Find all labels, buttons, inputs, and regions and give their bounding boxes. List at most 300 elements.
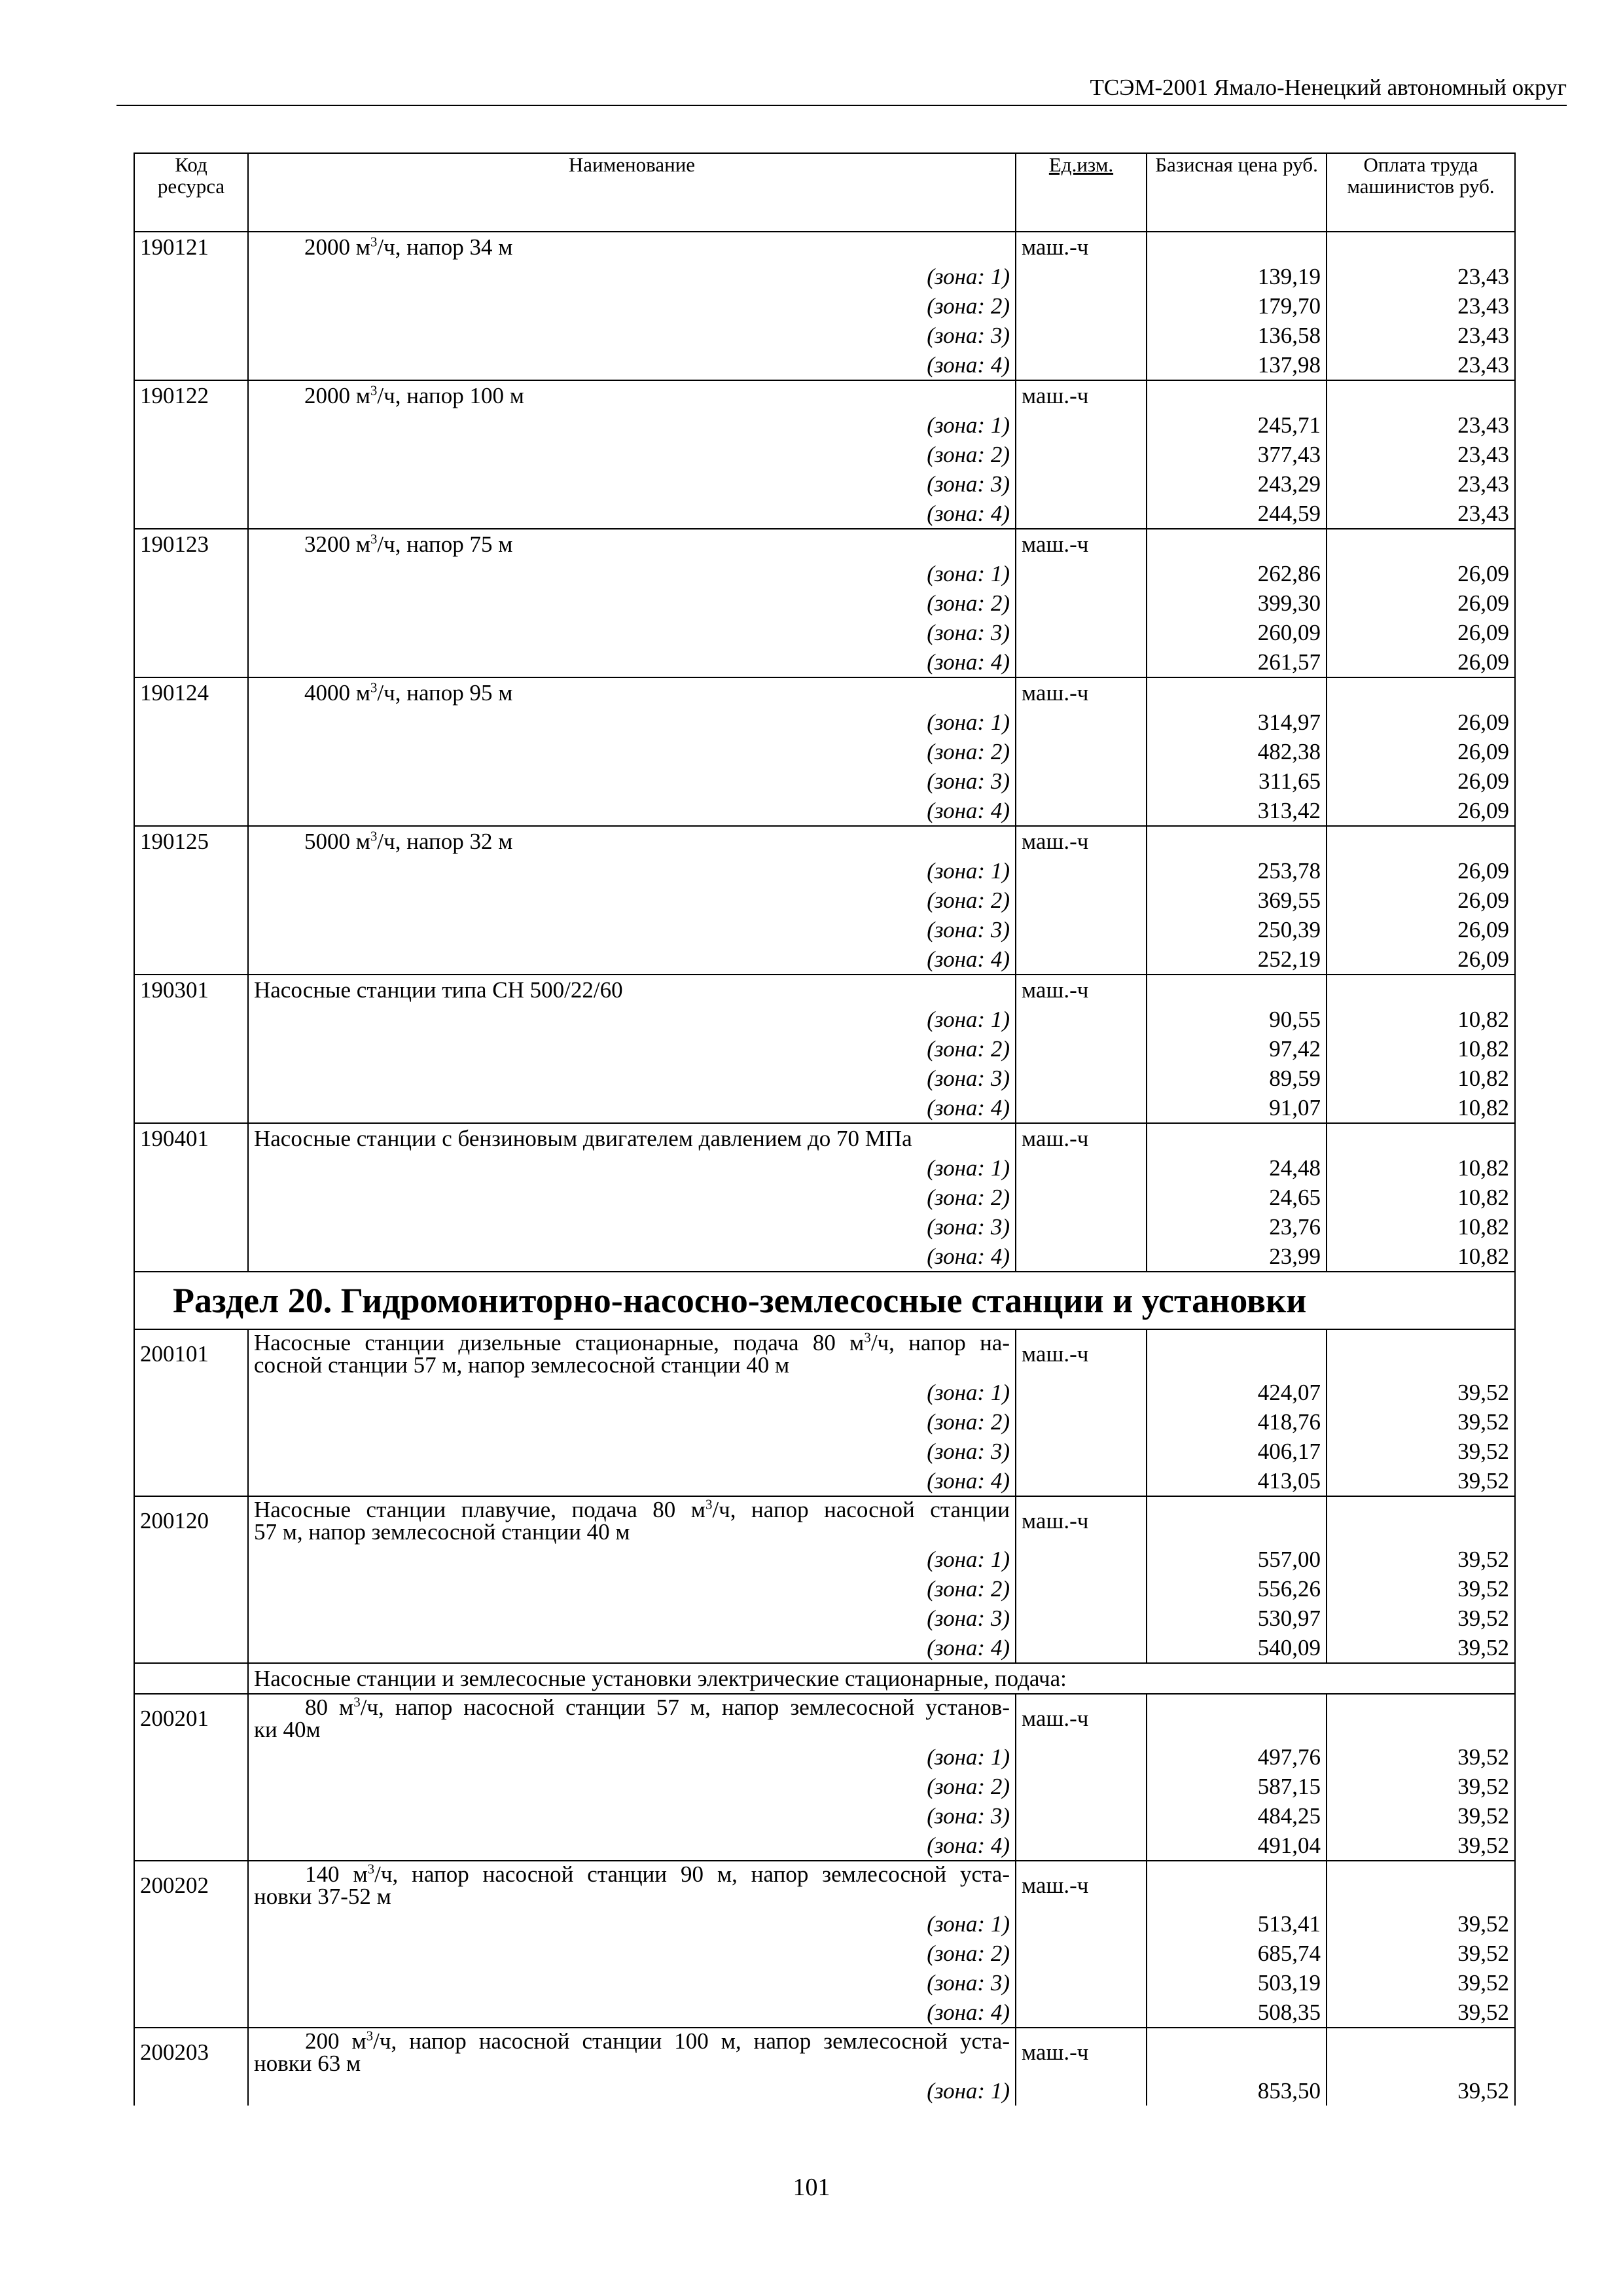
section-heading-row bbox=[134, 1272, 1515, 1329]
base-price: 90,55 bbox=[1147, 1005, 1327, 1034]
base-price: 503,19 bbox=[1147, 1968, 1327, 1998]
column-header-pay: Оплата труда машинистов руб. bbox=[1327, 153, 1515, 232]
empty-code-cell bbox=[134, 2076, 248, 2106]
empty-pay-cell bbox=[1327, 1861, 1515, 1909]
resource-code: 190401 bbox=[134, 1123, 248, 1153]
name-part: 3200 м bbox=[304, 531, 370, 557]
name-part: /ч, напор 75 м bbox=[377, 531, 513, 557]
empty-unit-cell bbox=[1016, 499, 1147, 529]
base-price: 399,30 bbox=[1147, 588, 1327, 618]
empty-pay-cell bbox=[1327, 975, 1515, 1005]
zone-row bbox=[134, 1831, 1515, 1861]
empty-code-cell bbox=[134, 1772, 248, 1801]
name-part: 4000 м bbox=[304, 680, 370, 706]
base-price: 497,76 bbox=[1147, 1742, 1327, 1772]
resource-row bbox=[134, 232, 1515, 262]
operator-pay: 39,52 bbox=[1327, 1574, 1515, 1604]
empty-code-cell bbox=[134, 1212, 248, 1242]
operator-pay: 10,82 bbox=[1327, 1242, 1515, 1272]
empty-unit-cell bbox=[1016, 737, 1147, 766]
zone-label: (зона: 1) bbox=[248, 856, 1016, 886]
zone-label: (зона: 4) bbox=[248, 1466, 1016, 1496]
empty-pay-cell bbox=[1327, 529, 1515, 559]
resource-row bbox=[134, 1329, 1515, 1378]
unit-of-measure: маш.-ч bbox=[1016, 826, 1147, 856]
zone-label: (зона: 1) bbox=[248, 1378, 1016, 1407]
resource-code: 190124 bbox=[134, 677, 248, 708]
empty-unit-cell bbox=[1016, 559, 1147, 588]
empty-unit-cell bbox=[1016, 2076, 1147, 2106]
operator-pay: 26,09 bbox=[1327, 886, 1515, 915]
empty-unit-cell bbox=[1016, 1064, 1147, 1093]
zone-row bbox=[134, 1545, 1515, 1574]
empty-code-cell bbox=[134, 291, 248, 321]
name-part: /ч, напор насосной станции bbox=[712, 1497, 1010, 1522]
document-title: ТСЭМ-2001 Ямало-Ненецкий автономный округ bbox=[1090, 75, 1567, 100]
empty-unit-cell bbox=[1016, 1005, 1147, 1034]
empty-unit-cell bbox=[1016, 1831, 1147, 1861]
base-price: 252,19 bbox=[1147, 944, 1327, 975]
empty-unit-cell bbox=[1016, 1407, 1147, 1437]
operator-pay: 23,43 bbox=[1327, 262, 1515, 291]
operator-pay: 26,09 bbox=[1327, 588, 1515, 618]
operator-pay: 10,82 bbox=[1327, 1093, 1515, 1123]
zone-row bbox=[134, 1034, 1515, 1064]
empty-unit-cell bbox=[1016, 1574, 1147, 1604]
operator-pay: 26,09 bbox=[1327, 559, 1515, 588]
operator-pay: 23,43 bbox=[1327, 440, 1515, 469]
zone-label: (зона: 3) bbox=[248, 915, 1016, 944]
name-part: /ч, напор на- bbox=[870, 1330, 1010, 1355]
empty-code-cell bbox=[134, 737, 248, 766]
name-line-2: новки 63 м bbox=[254, 2051, 361, 2076]
empty-pay-cell bbox=[1327, 1123, 1515, 1153]
zone-row bbox=[134, 1604, 1515, 1633]
resource-row bbox=[134, 1496, 1515, 1545]
name-part: /ч, напор 32 м bbox=[377, 829, 513, 854]
resource-code: 200201 bbox=[134, 1694, 248, 1742]
zone-row bbox=[134, 1064, 1515, 1093]
empty-unit-cell bbox=[1016, 1183, 1147, 1212]
resource-name bbox=[248, 1694, 1016, 1742]
empty-code-cell bbox=[134, 944, 248, 975]
zone-row bbox=[134, 1968, 1515, 1998]
empty-code-cell bbox=[134, 1633, 248, 1663]
empty-unit-cell bbox=[1016, 291, 1147, 321]
empty-unit-cell bbox=[1016, 350, 1147, 380]
empty-code-cell bbox=[134, 588, 248, 618]
name-line-2: сосной станции 57 м, напор землесосной станции 40 м bbox=[254, 1352, 790, 1378]
table-header-row bbox=[134, 153, 1515, 232]
resource-name bbox=[248, 529, 1016, 559]
operator-pay: 10,82 bbox=[1327, 1005, 1515, 1034]
operator-pay: 39,52 bbox=[1327, 1604, 1515, 1633]
base-price: 482,38 bbox=[1147, 737, 1327, 766]
empty-unit-cell bbox=[1016, 1633, 1147, 1663]
column-header-unit: Ед.изм. bbox=[1016, 153, 1147, 232]
base-price: 853,50 bbox=[1147, 2076, 1327, 2106]
group-heading-row bbox=[134, 1663, 1515, 1694]
unit-of-measure: маш.-ч bbox=[1016, 529, 1147, 559]
empty-unit-cell bbox=[1016, 1242, 1147, 1272]
operator-pay: 23,43 bbox=[1327, 410, 1515, 440]
zone-row bbox=[134, 1407, 1515, 1437]
empty-code-cell bbox=[134, 1407, 248, 1437]
column-header-code: Код ресурса bbox=[134, 153, 248, 232]
cubic-superscript: 3 bbox=[864, 1329, 871, 1346]
empty-code-cell bbox=[134, 1998, 248, 2028]
zone-label: (зона: 1) bbox=[248, 1153, 1016, 1183]
name-part: /ч, напор насосной станции 90 м, напор землесосной уста- bbox=[374, 1861, 1010, 1887]
empty-price-cell bbox=[1147, 1329, 1327, 1378]
operator-pay: 39,52 bbox=[1327, 1378, 1515, 1407]
group-title: Насосные станции и землесосные установки электрические стационарные, подача: bbox=[248, 1663, 1515, 1694]
empty-price-cell bbox=[1147, 529, 1327, 559]
base-price: 244,59 bbox=[1147, 499, 1327, 529]
cubic-superscript: 3 bbox=[370, 531, 378, 547]
base-price: 250,39 bbox=[1147, 915, 1327, 944]
zone-row bbox=[134, 796, 1515, 826]
zone-row bbox=[134, 2076, 1515, 2106]
operator-pay: 26,09 bbox=[1327, 856, 1515, 886]
base-price: 136,58 bbox=[1147, 321, 1327, 350]
empty-price-cell bbox=[1147, 1861, 1327, 1909]
zone-label: (зона: 4) bbox=[248, 1831, 1016, 1861]
zone-label: (зона: 1) bbox=[248, 1909, 1016, 1939]
zone-row bbox=[134, 1742, 1515, 1772]
zone-label: (зона: 3) bbox=[248, 1604, 1016, 1633]
zone-label: (зона: 2) bbox=[248, 1034, 1016, 1064]
resource-row bbox=[134, 2028, 1515, 2076]
operator-pay: 39,52 bbox=[1327, 1772, 1515, 1801]
empty-unit-cell bbox=[1016, 410, 1147, 440]
zone-row bbox=[134, 1212, 1515, 1242]
name-part: Насосные станции дизельные стационарные, подача 80 м bbox=[254, 1330, 865, 1355]
zone-label: (зона: 1) bbox=[248, 410, 1016, 440]
base-price: 23,76 bbox=[1147, 1212, 1327, 1242]
zone-label: (зона: 1) bbox=[248, 559, 1016, 588]
base-price: 245,71 bbox=[1147, 410, 1327, 440]
empty-code-cell bbox=[134, 1831, 248, 1861]
zone-row bbox=[134, 469, 1515, 499]
zone-label: (зона: 4) bbox=[248, 647, 1016, 677]
resource-code: 200120 bbox=[134, 1496, 248, 1545]
operator-pay: 26,09 bbox=[1327, 647, 1515, 677]
empty-code-cell bbox=[134, 1742, 248, 1772]
base-price: 413,05 bbox=[1147, 1466, 1327, 1496]
empty-unit-cell bbox=[1016, 886, 1147, 915]
empty-code-cell bbox=[134, 796, 248, 826]
base-price: 97,42 bbox=[1147, 1034, 1327, 1064]
operator-pay: 26,09 bbox=[1327, 796, 1515, 826]
cubic-superscript: 3 bbox=[705, 1496, 713, 1513]
cubic-superscript: 3 bbox=[367, 1861, 375, 1877]
empty-code-cell bbox=[134, 708, 248, 737]
name-part: 200 м bbox=[305, 2028, 366, 2054]
operator-pay: 39,52 bbox=[1327, 1407, 1515, 1437]
base-price: 311,65 bbox=[1147, 766, 1327, 796]
resource-code: 200203 bbox=[134, 2028, 248, 2076]
resource-name bbox=[248, 826, 1016, 856]
zone-row bbox=[134, 559, 1515, 588]
base-price: 556,26 bbox=[1147, 1574, 1327, 1604]
operator-pay: 10,82 bbox=[1327, 1153, 1515, 1183]
cubic-superscript: 3 bbox=[370, 382, 378, 399]
zone-row bbox=[134, 647, 1515, 677]
base-price: 587,15 bbox=[1147, 1772, 1327, 1801]
empty-price-cell bbox=[1147, 232, 1327, 262]
zone-row bbox=[134, 1093, 1515, 1123]
empty-unit-cell bbox=[1016, 1545, 1147, 1574]
empty-unit-cell bbox=[1016, 1604, 1147, 1633]
empty-unit-cell bbox=[1016, 262, 1147, 291]
zone-label: (зона: 4) bbox=[248, 944, 1016, 975]
zone-label: (зона: 3) bbox=[248, 766, 1016, 796]
operator-pay: 39,52 bbox=[1327, 1998, 1515, 2028]
zone-row bbox=[134, 410, 1515, 440]
operator-pay: 39,52 bbox=[1327, 1939, 1515, 1968]
zone-row bbox=[134, 350, 1515, 380]
operator-pay: 10,82 bbox=[1327, 1064, 1515, 1093]
base-price: 89,59 bbox=[1147, 1064, 1327, 1093]
base-price: 530,97 bbox=[1147, 1604, 1327, 1633]
base-price: 491,04 bbox=[1147, 1831, 1327, 1861]
cubic-superscript: 3 bbox=[370, 828, 378, 844]
empty-code-cell bbox=[134, 1153, 248, 1183]
empty-code-cell bbox=[134, 499, 248, 529]
zone-row bbox=[134, 1183, 1515, 1212]
resource-code: 190122 bbox=[134, 380, 248, 410]
zone-label: (зона: 1) bbox=[248, 1742, 1016, 1772]
zone-row bbox=[134, 1466, 1515, 1496]
page-number: 101 bbox=[793, 2174, 830, 2201]
column-header-name: Наименование bbox=[248, 153, 1016, 232]
column-header-price: Базисная цена руб. bbox=[1147, 153, 1327, 232]
empty-code-cell bbox=[134, 1574, 248, 1604]
empty-code-cell bbox=[134, 410, 248, 440]
empty-unit-cell bbox=[1016, 1212, 1147, 1242]
empty-unit-cell bbox=[1016, 944, 1147, 975]
page-header bbox=[116, 73, 1567, 106]
base-price: 253,78 bbox=[1147, 856, 1327, 886]
name-part: /ч, напор 95 м bbox=[377, 680, 513, 706]
zone-label: (зона: 1) bbox=[248, 262, 1016, 291]
operator-pay: 23,43 bbox=[1327, 499, 1515, 529]
empty-unit-cell bbox=[1016, 1909, 1147, 1939]
zone-row bbox=[134, 856, 1515, 886]
empty-code-cell bbox=[134, 1939, 248, 1968]
resource-row bbox=[134, 826, 1515, 856]
zone-row bbox=[134, 1574, 1515, 1604]
zone-row bbox=[134, 1153, 1515, 1183]
zone-row bbox=[134, 1801, 1515, 1831]
zone-row bbox=[134, 944, 1515, 975]
name-line-1 bbox=[254, 1329, 1010, 1355]
name-line-1 bbox=[254, 1863, 1010, 1886]
zone-label: (зона: 2) bbox=[248, 291, 1016, 321]
zone-label: (зона: 2) bbox=[248, 588, 1016, 618]
operator-pay: 39,52 bbox=[1327, 1801, 1515, 1831]
empty-code-cell bbox=[134, 1801, 248, 1831]
zone-label: (зона: 3) bbox=[248, 1212, 1016, 1242]
base-price: 484,25 bbox=[1147, 1801, 1327, 1831]
section-title: Раздел 20. Гидромониторно-насосно-землесосные станции и установки bbox=[134, 1272, 1515, 1329]
unit-of-measure: маш.-ч bbox=[1016, 975, 1147, 1005]
empty-code-cell bbox=[134, 1183, 248, 1212]
empty-code-cell bbox=[134, 1034, 248, 1064]
name-line-1 bbox=[254, 1696, 1010, 1719]
base-price: 540,09 bbox=[1147, 1633, 1327, 1663]
empty-unit-cell bbox=[1016, 796, 1147, 826]
unit-of-measure: маш.-ч bbox=[1016, 2028, 1147, 2076]
zone-label: (зона: 3) bbox=[248, 321, 1016, 350]
base-price: 243,29 bbox=[1147, 469, 1327, 499]
resource-name bbox=[248, 232, 1016, 262]
zone-label: (зона: 4) bbox=[248, 499, 1016, 529]
zone-label: (зона: 4) bbox=[248, 1633, 1016, 1663]
resource-row bbox=[134, 1123, 1515, 1153]
zone-label: (зона: 4) bbox=[248, 796, 1016, 826]
base-price: 513,41 bbox=[1147, 1909, 1327, 1939]
empty-price-cell bbox=[1147, 826, 1327, 856]
empty-pay-cell bbox=[1327, 677, 1515, 708]
empty-code-cell bbox=[134, 1378, 248, 1407]
zone-label: (зона: 1) bbox=[248, 708, 1016, 737]
empty-code-cell bbox=[134, 321, 248, 350]
zone-label: (зона: 2) bbox=[248, 1183, 1016, 1212]
operator-pay: 26,09 bbox=[1327, 944, 1515, 975]
base-price: 179,70 bbox=[1147, 291, 1327, 321]
operator-pay: 39,52 bbox=[1327, 1437, 1515, 1466]
empty-pay-cell bbox=[1327, 1329, 1515, 1378]
zone-label: (зона: 1) bbox=[248, 1005, 1016, 1034]
operator-pay: 26,09 bbox=[1327, 766, 1515, 796]
zone-label: (зона: 3) bbox=[248, 1437, 1016, 1466]
resource-name bbox=[248, 2028, 1016, 2076]
operator-pay: 39,52 bbox=[1327, 1545, 1515, 1574]
resource-code: 190125 bbox=[134, 826, 248, 856]
resource-table bbox=[134, 152, 1516, 2106]
base-price: 314,97 bbox=[1147, 708, 1327, 737]
cubic-superscript: 3 bbox=[370, 234, 378, 250]
empty-code-cell bbox=[134, 618, 248, 647]
zone-label: (зона: 2) bbox=[248, 1772, 1016, 1801]
empty-unit-cell bbox=[1016, 588, 1147, 618]
zone-row bbox=[134, 1772, 1515, 1801]
empty-code-cell bbox=[134, 915, 248, 944]
zone-label: (зона: 3) bbox=[248, 618, 1016, 647]
resource-name: Насосные станции типа СН 500/22/60 bbox=[248, 975, 1016, 1005]
empty-code-cell bbox=[134, 1466, 248, 1496]
empty-unit-cell bbox=[1016, 321, 1147, 350]
empty-unit-cell bbox=[1016, 618, 1147, 647]
name-line-1 bbox=[254, 1496, 1010, 1522]
zone-label: (зона: 3) bbox=[248, 1968, 1016, 1998]
name-part: 2000 м bbox=[304, 234, 370, 260]
empty-pay-cell bbox=[1327, 1496, 1515, 1545]
resource-code: 190301 bbox=[134, 975, 248, 1005]
zone-row bbox=[134, 1909, 1515, 1939]
name-part: /ч, напор 100 м bbox=[377, 383, 524, 408]
empty-unit-cell bbox=[1016, 1378, 1147, 1407]
operator-pay: 10,82 bbox=[1327, 1212, 1515, 1242]
empty-code-cell bbox=[134, 856, 248, 886]
empty-unit-cell bbox=[1016, 708, 1147, 737]
zone-row bbox=[134, 1998, 1515, 2028]
zone-row bbox=[134, 440, 1515, 469]
empty-unit-cell bbox=[1016, 469, 1147, 499]
empty-unit-cell bbox=[1016, 1998, 1147, 2028]
resource-row bbox=[134, 380, 1515, 410]
zone-row bbox=[134, 886, 1515, 915]
zone-row bbox=[134, 262, 1515, 291]
zone-row bbox=[134, 1378, 1515, 1407]
empty-code-cell bbox=[134, 350, 248, 380]
unit-of-measure: маш.-ч bbox=[1016, 1694, 1147, 1742]
resource-row bbox=[134, 1694, 1515, 1742]
base-price: 24,65 bbox=[1147, 1183, 1327, 1212]
operator-pay: 26,09 bbox=[1327, 618, 1515, 647]
base-price: 418,76 bbox=[1147, 1407, 1327, 1437]
cubic-superscript: 3 bbox=[353, 1694, 361, 1710]
empty-code-cell bbox=[134, 1437, 248, 1466]
operator-pay: 26,09 bbox=[1327, 737, 1515, 766]
empty-pay-cell bbox=[1327, 380, 1515, 410]
unit-of-measure: маш.-ч bbox=[1016, 677, 1147, 708]
empty-code-cell bbox=[134, 440, 248, 469]
resource-row bbox=[134, 529, 1515, 559]
zone-label: (зона: 2) bbox=[248, 1939, 1016, 1968]
zone-label: (зона: 1) bbox=[248, 2076, 1016, 2106]
name-part: 5000 м bbox=[304, 829, 370, 854]
empty-code-cell bbox=[134, 1663, 248, 1694]
empty-unit-cell bbox=[1016, 1801, 1147, 1831]
empty-unit-cell bbox=[1016, 1968, 1147, 1998]
empty-pay-cell bbox=[1327, 1694, 1515, 1742]
empty-price-cell bbox=[1147, 2028, 1327, 2076]
name-part: 2000 м bbox=[304, 383, 370, 408]
empty-code-cell bbox=[134, 1093, 248, 1123]
base-price: 137,98 bbox=[1147, 350, 1327, 380]
zone-row bbox=[134, 1939, 1515, 1968]
zone-row bbox=[134, 1633, 1515, 1663]
operator-pay: 39,52 bbox=[1327, 1968, 1515, 1998]
empty-code-cell bbox=[134, 886, 248, 915]
base-price: 406,17 bbox=[1147, 1437, 1327, 1466]
resource-name bbox=[248, 380, 1016, 410]
resource-name bbox=[248, 1861, 1016, 1909]
resource-code: 200202 bbox=[134, 1861, 248, 1909]
operator-pay: 23,43 bbox=[1327, 350, 1515, 380]
base-price: 557,00 bbox=[1147, 1545, 1327, 1574]
resource-code: 190123 bbox=[134, 529, 248, 559]
empty-unit-cell bbox=[1016, 1742, 1147, 1772]
zone-label: (зона: 1) bbox=[248, 1545, 1016, 1574]
empty-code-cell bbox=[134, 1545, 248, 1574]
resource-name bbox=[248, 1329, 1016, 1378]
cubic-superscript: 3 bbox=[366, 2028, 374, 2044]
operator-pay: 39,52 bbox=[1327, 1633, 1515, 1663]
base-price: 24,48 bbox=[1147, 1153, 1327, 1183]
name-part: /ч, напор насосной станции 100 м, напор землесосной уста- bbox=[373, 2028, 1010, 2054]
operator-pay: 23,43 bbox=[1327, 291, 1515, 321]
base-price: 369,55 bbox=[1147, 886, 1327, 915]
operator-pay: 23,43 bbox=[1327, 321, 1515, 350]
empty-price-cell bbox=[1147, 1123, 1327, 1153]
empty-code-cell bbox=[134, 1005, 248, 1034]
resource-row bbox=[134, 975, 1515, 1005]
empty-price-cell bbox=[1147, 677, 1327, 708]
